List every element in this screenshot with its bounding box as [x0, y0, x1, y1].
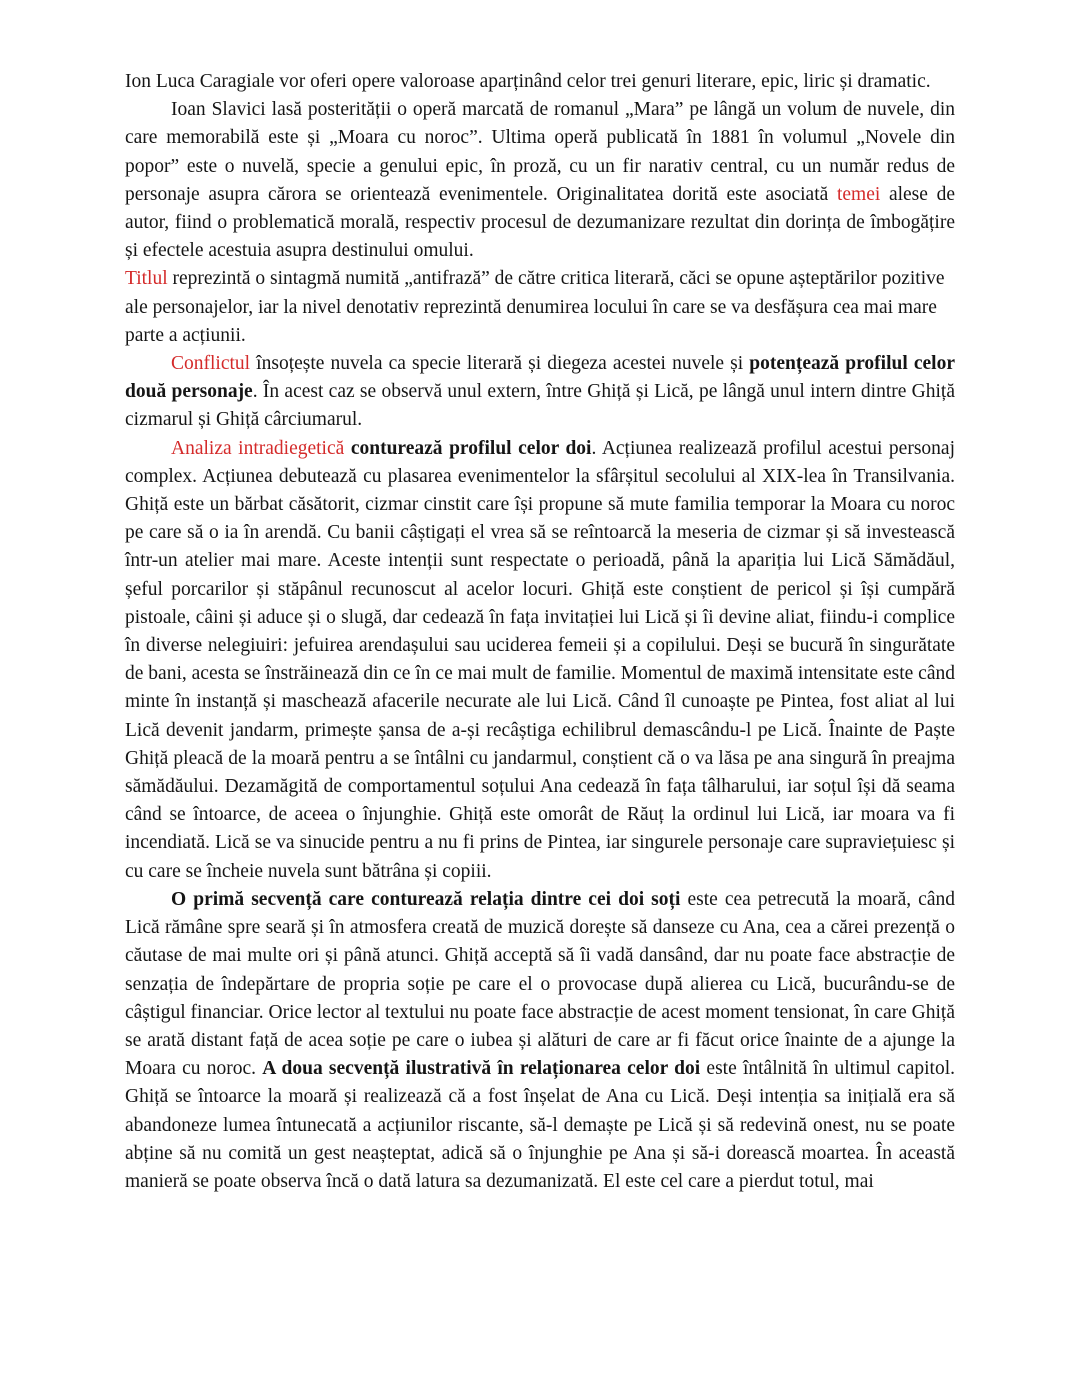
paragraph [125, 435, 955, 886]
bold-phrase: A doua secvență ilustrativă în relaționarea celor doi [262, 1058, 701, 1080]
text-run: . Acțiunea realizează profilul acestui personaj complex. Acțiunea debutează cu plasarea evenimentelor la sfârșitul secolului al XIX-lea în Transilvania. Ghiță este un bărbat căsătorit, cizmar cinstit care își propune să mute familia temporar la Moara cu noroc pe care să o ia în arendă. Cu banii câștigați el vrea să se reîntoarcă la meseria de cizmar și să investească într-un atelier mai mare. Aceste intenții sunt respectate o perioadă, până la apariția lui Lică Sămădăul, șeful porcarilor și stăpânul recunoscut al acelor locuri. Ghiță este conștient de pericol și își cumpără pistoale, câini și aduce și o slugă, dar cedează în fața invitației lui Lică și îi devine aliat, fiindu-i complice în diverse nelegiuiri: jefuirea arendașului sau uciderea femeii și a copilului. Deși se bucură în singurătate de bani, acesta se înstrăinează din ce în ce mai mult de familie. Momentul de maximă intensitate este când minte în instanță și maschează afacerile necurate ale lui Lică. Când îl cunoaște pe Pintea, fost aliat al lui Lică devenit jandarm, primește șansa de a-și recâștiga echilibrul demascându-l pe Lică. Înainte de Paște Ghiță pleacă de la moară pentru a se întâlni cu jandarmul, conștient că o va lăsa pe ana singură în preajma sămădăului. Dezamăgită de comportamentul soțului Ana cedează în fața tâlharului, iar soțul își dă seama când se întoarce, de aceea o înjunghie. Ghiță este omorât de Răuț la ordinul lui Lică, iar moara va fi incendiată. Lică se va sinucide pentru a nu fi prins de Pintea, iar singurele personaje care supraviețuiesc și cu care se încheie nuvela sunt bătrâna și copiii. [125, 437, 955, 882]
paragraph [125, 350, 955, 435]
text-run: alese de autor, fiind o problematică morală, respectiv procesul de dezumanizare rezultat din dorința de îmbogățire și efectele acestuia asupra destinului omului. [125, 183, 955, 262]
text-run: este întâlnită în ultimul capitol. Ghiță se întoarce la moară și realizează că a fost înșelat de Ana cu Lică. Deși intenția sa inițială era să abandoneze lumea întunecată a acțiunilor riscante, să-l demaște pe Lică și să redevină onest, nu se poate abține să nu comită un gest neașteptat, adică să o înjunghie pe Ana și să-i dorească moartea. În această manieră se poate observa încă o dată latura sa dezumanizată. El este cel care a pierdut totul, mai [125, 1058, 955, 1192]
bold-phrase: potențează profilul celor două personaje [125, 353, 956, 403]
highlighted-term: Conflictul [171, 353, 251, 375]
paragraph [125, 886, 955, 1196]
bold-phrase: O primă secvență care conturează relația dintre cei doi soți [171, 888, 681, 910]
highlighted-term: Analiza intradiegetică [171, 437, 345, 459]
text-run: reprezintă o sintagmă numită „antifrază” de către critica literară, căci se opune așteptărilor pozitive ale personajelor, iar la nivel denotativ reprezintă denumirea locului în care se va desfășura cea mai mare parte a acțiunii. [125, 268, 945, 346]
text-run: însoțește nuvela ca specie literară și diegeza acestei nuvele și [250, 353, 750, 375]
bold-phrase: conturează profilul celor doi [350, 437, 592, 459]
text-run: Ion Luca Caragiale vor oferi opere valoroase aparținând celor trei genuri literare, epic, liric și dramatic. [125, 71, 931, 92]
text-run: Ioan Slavici lasă posterității o operă marcată de romanul „Mara” pe lângă un volum de nuvele, din care memorabilă este și „Moara cu noroc”. Ultima operă publicată în 1881 în volumul „Novele din popor” este o nuvelă, specie a genului epic, în proză, cu un fir narativ central, cu un număr redus de personaje asupra cărora se orientează evenimentele. Originalitatea dorită este asociată [125, 99, 955, 205]
highlighted-term: Titlul [125, 268, 168, 290]
text-run: . În acest caz se observă unul extern, între Ghiță și Lică, pe lângă unul intern dintre Ghiță cizmarul și Ghiță cârciumarul. [125, 381, 955, 431]
document-text-column [125, 68, 955, 1196]
paragraph [125, 265, 955, 350]
text-run: este cea petrecută la moară, când Lică rămâne spre seară și în atmosfera creată de muzică dorește să danseze cu Ana, cea a cărei prezență o căutase de mai multe ori și până atunci. Ghiță acceptă să îi vadă dansând, dar nu poate face abstracție de senzația de îndepărtare de propria soție pe care el o provocase după alierea cu Lică, bucurându-se de câștigul financiar. Orice lector al textului nu poate face abstracție de acest moment tensionat, în care Ghiță se arată distant față de acea soție pe care o iubea și alături de care ar fi făcut orice înainte de a ajunge la Moara cu noroc. [125, 888, 955, 1080]
highlighted-term: temei [836, 183, 881, 205]
paragraph [125, 68, 955, 96]
paragraph [125, 96, 955, 265]
